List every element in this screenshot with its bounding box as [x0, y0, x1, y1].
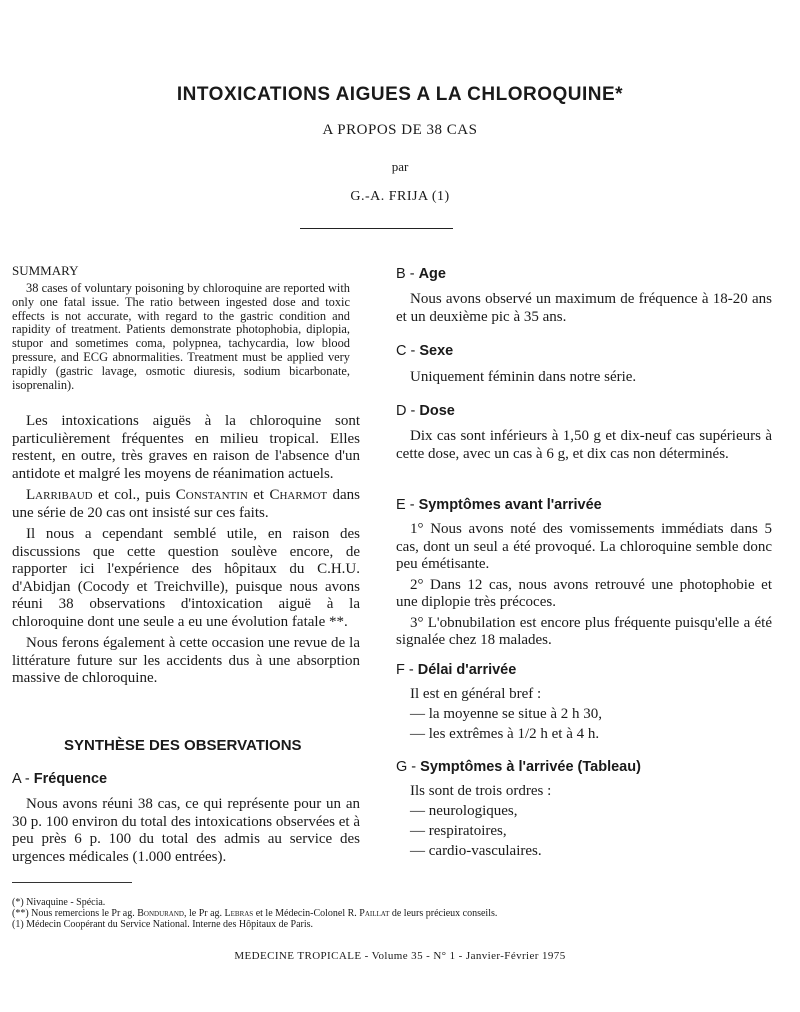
- text-span: de leurs précieux conseils.: [389, 908, 498, 919]
- list-item: — la moyenne se situe à 2 h 30,: [410, 706, 603, 722]
- author-ref: Constantin: [175, 487, 248, 503]
- footnote-1: (*) Nivaquine - Spécia.: [12, 897, 106, 908]
- letter: B -: [396, 266, 419, 282]
- section-heading-synthese: SYNTHÈSE DES OBSERVATIONS: [64, 737, 302, 754]
- article-title: INTOXICATIONS AIGUES A LA CHLOROQUINE*: [176, 84, 624, 105]
- list-item: — neurologiques,: [410, 803, 518, 819]
- subsection-e-heading: [396, 497, 602, 513]
- text-span: dans une série de 20 cas ont insisté sur ces faits.: [12, 487, 361, 521]
- text-span: et le Médecin-Colonel R.: [253, 908, 360, 919]
- subsection-f-heading: [396, 662, 516, 678]
- author: G.-A. FRIJA (1): [350, 189, 450, 204]
- text-span: et: [247, 487, 270, 503]
- intro-section: [12, 413, 360, 688]
- subsection-a-text: Nous avons réuni 38 cas, ce qui représente pour un an 30 p. 100 environ du total des intoxications observées et à peu près 6 p. 100 du total des admis au service des urgences médicales (1.000 entrées).: [12, 796, 360, 865]
- subsection-b-heading: [396, 266, 446, 282]
- person-name: Bondurand: [137, 908, 184, 919]
- journal-footer: MEDECINE TROPICALE - Volume 35 - N° 1 - Janvier-Février 1975: [234, 950, 566, 962]
- intro-paragraph-1: Les intoxications aiguës à la chloroquine sont particulièrement fréquentes en milieu tropical. Elles restent, en outre, très graves en raison de l'absence d'un antidote et malgré les moyens de réanimation actuels.: [12, 413, 360, 482]
- byline-par: par: [391, 159, 409, 174]
- footnote-2: [12, 908, 497, 919]
- letter: E -: [396, 497, 419, 513]
- subsection-f-body: [396, 684, 772, 744]
- letter: C -: [396, 343, 420, 359]
- heading-text: Age: [418, 266, 446, 282]
- list-item: — les extrêmes à 1/2 h et à 4 h.: [410, 726, 600, 742]
- heading-text: Fréquence: [33, 771, 108, 787]
- subsection-g-heading: [396, 759, 641, 775]
- letter: A -: [12, 771, 34, 787]
- intro-paragraph-2: [12, 487, 360, 522]
- list-item: — respiratoires,: [410, 823, 507, 839]
- text-span: et col., puis: [92, 487, 176, 503]
- letter: G -: [396, 759, 421, 775]
- subsection-e-body: [396, 521, 772, 650]
- subsection-c-text: Uniquement féminin dans notre série.: [410, 369, 637, 385]
- symptom-paragraph-3: 3° L'obnubilation est encore plus fréquente puisqu'elle a été signalée chez 18 malades.: [396, 614, 772, 648]
- subsection-a-heading: [12, 771, 107, 787]
- heading-text: Dose: [419, 403, 455, 419]
- text-span: , le Pr ag.: [183, 908, 225, 919]
- summary-heading: SUMMARY: [12, 263, 79, 278]
- symptom-paragraph-1: 1° Nous avons noté des vomissements immédiats dans 5 cas, dont un seul a été provoqué. La chloroquine semble donc peu émétisante.: [396, 521, 772, 572]
- letter: D -: [396, 403, 420, 419]
- list-intro: Ils sont de trois ordres :: [410, 783, 552, 799]
- footnote-3: (1) Médecin Coopérant du Service National. Interne des Hôpitaux de Paris.: [12, 919, 314, 930]
- text-span: (**) Nous remercions le Pr ag.: [12, 908, 138, 919]
- title-divider: [300, 228, 453, 229]
- person-name: Lebras: [224, 908, 254, 919]
- heading-text: Symptômes à l'arrivée (Tableau): [420, 759, 641, 775]
- footnote-divider: [12, 882, 132, 883]
- author-ref: Larribaud: [26, 487, 93, 503]
- article-subtitle: A PROPOS DE 38 CAS: [322, 122, 478, 138]
- author-ref: Charmot: [269, 487, 328, 503]
- subsection-g-body: [396, 781, 772, 861]
- list-item: — cardio-vasculaires.: [410, 843, 542, 859]
- list-intro: Il est en général bref :: [410, 686, 542, 702]
- person-name: Paillat: [359, 908, 390, 919]
- subsection-b-text: Nous avons observé un maximum de fréquence à 18-20 ans et un deuxième pic à 35 ans.: [396, 291, 772, 325]
- heading-text: Symptômes avant l'arrivée: [418, 497, 602, 513]
- letter: F -: [396, 662, 418, 678]
- subsection-d-heading: [396, 403, 455, 419]
- summary-text: 38 cases of voluntary poisoning by chloroquine are reported with only one fatal issue. The ratio between ingested dose and toxic effects is not accurate, with regard to the gastric condition and rapidity of treatment. Patients demonstrate photophobia, diplopia, stupor and sometimes coma, polypnea, tachycardia, low blood pressure, and ECG abnormalities. Treatment must be applied very rapidly (gastric lavage, osmotic diuresis, sodium bicarbonate, isoprenalin).: [12, 281, 350, 392]
- subsection-d-text: Dix cas sont inférieurs à 1,50 g et dix-neuf cas supérieurs à cette dose, avec un cas à 6 g, et dix cas non déterminés.: [396, 428, 772, 462]
- heading-text: Délai d'arrivée: [417, 662, 517, 678]
- intro-paragraph-3: Il nous a cependant semblé utile, en raison des discussions que cette question soulève encore, de rapporter ici l'expérience des hôpitaux du C.H.U. d'Abidjan (Cocody et Treichville), puisque nous avons réuni 38 observations d'intoxication aiguë à la chloroquine dont une seule a eu une évolution fatale **.: [12, 526, 360, 630]
- intro-paragraph-4: Nous ferons également à cette occasion une revue de la littérature future sur les accidents dus à une absorption massive de chloroquine.: [12, 635, 360, 686]
- subsection-c-heading: [396, 343, 453, 359]
- symptom-paragraph-2: 2° Dans 12 cas, nous avons retrouvé une photophobie et une diplopie très précoces.: [396, 576, 772, 610]
- heading-text: Sexe: [419, 343, 454, 359]
